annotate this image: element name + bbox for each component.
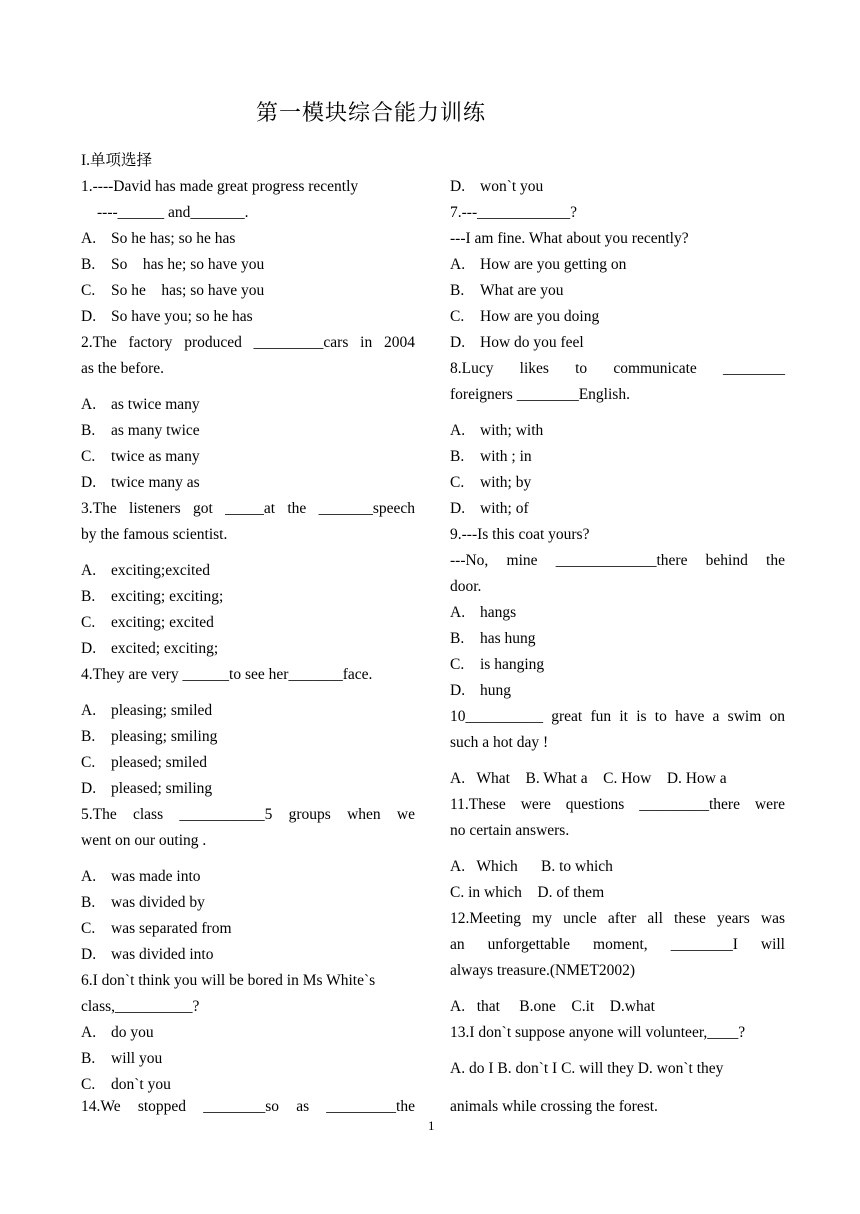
q1-option-b: B. So has he; so have you (81, 256, 265, 273)
q9-option-b: B. has hung (450, 630, 536, 647)
left-column (81, 148, 415, 1098)
q1-stem: 1.----David has made great progress recently (81, 178, 359, 195)
q4-option-d: D. pleased; smiling (81, 780, 213, 797)
page-title: 第一模块综合能力训练 (256, 100, 487, 125)
q8-option-b: B. with ; in (450, 448, 532, 465)
q3-option-b: B. exciting; exciting; (81, 588, 224, 605)
q7-stem: 7.---____________? (450, 204, 577, 221)
q3-option-d: D. excited; exciting; (81, 640, 219, 657)
q7-option-a: A. How are you getting on (450, 256, 627, 273)
q10-stem-cont: such a hot day ! (450, 734, 549, 751)
q4-option-c: C. pleased; smiled (81, 754, 207, 771)
q7-option-c: C. How are you doing (450, 308, 600, 325)
q2-option-d: D. twice many as (81, 474, 200, 491)
q5-option-a: A. was made into (81, 868, 201, 885)
q11-stem-cont: no certain answers. (450, 822, 570, 839)
q12-stem-cont-2: always treasure.(NMET2002) (450, 962, 636, 979)
q1-option-a: A. So he has; so he has (81, 230, 236, 247)
q8-stem: 8.Lucy likes to communicate ________ (450, 360, 785, 377)
q8-option-a: A. with; with (450, 422, 544, 439)
q4-option-a: A. pleasing; smiled (81, 702, 213, 719)
q6-stem: 6.I don`t think you will be bored in Ms White`s (81, 972, 376, 989)
q8-stem-cont: foreigners ________English. (450, 386, 630, 403)
q4-option-b: B. pleasing; smiling (81, 728, 218, 745)
q9-stem-cont: ---No, mine _____________there behind the (450, 552, 785, 569)
q5-stem-cont: went on our outing . (81, 832, 207, 849)
q14-stem-cont: animals while crossing the forest. (450, 1098, 658, 1115)
q10-options: A. What B. What a C. How D. How a (450, 770, 727, 787)
q3-stem: 3.The listeners got _____at the _______speech (81, 500, 415, 517)
q6-option-b: B. will you (81, 1050, 163, 1067)
q9-option-c: C. is hanging (450, 656, 545, 673)
right-column (450, 174, 785, 1082)
q11-stem: 11.These were questions _________there were (450, 796, 785, 813)
q11-options-ab: A. Which B. to which (450, 858, 613, 875)
q8-option-c: C. with; by (450, 474, 532, 491)
q14-stem: 14.We stopped ________so as _________the (81, 1098, 415, 1115)
section-heading: I.单项选择 (81, 152, 153, 169)
q13-options: A. do I B. don`t I C. will they D. won`t they (450, 1060, 724, 1077)
q11-options-cd: C. in which D. of them (450, 884, 605, 901)
q3-option-a: A. exciting;excited (81, 562, 210, 579)
q6-option-d: D. won`t you (450, 178, 544, 195)
q9-stem-cont-2: door. (450, 578, 482, 595)
q13-stem: 13.I don`t suppose anyone will volunteer,____? (450, 1024, 746, 1041)
q5-option-b: B. was divided by (81, 894, 205, 911)
q6-stem-cont: class,__________? (81, 998, 200, 1015)
q7-stem-cont: ---I am fine. What about you recently? (450, 230, 689, 247)
q9-option-a: A. hangs (450, 604, 517, 621)
q3-stem-cont: by the famous scientist. (81, 526, 228, 543)
q2-stem: 2.The factory produced _________cars in 2004 (81, 334, 415, 351)
q2-stem-cont: as the before. (81, 360, 165, 377)
q2-option-c: C. twice as many (81, 448, 200, 465)
q7-option-d: D. How do you feel (450, 334, 584, 351)
q9-option-d: D. hung (450, 682, 511, 699)
q3-option-c: C. exciting; excited (81, 614, 214, 631)
q6-option-a: A. do you (81, 1024, 154, 1041)
q7-option-b: B. What are you (450, 282, 564, 299)
q1-option-c: C. So he has; so have you (81, 282, 265, 299)
q5-option-d: D. was divided into (81, 946, 214, 963)
q6-option-c: C. don`t you (81, 1076, 171, 1093)
q5-option-c: C. was separated from (81, 920, 232, 937)
q5-stem: 5.The class ___________5 groups when we (81, 806, 415, 823)
q12-options: A. that B.one C.it D.what (450, 998, 655, 1015)
q1-stem-cont: ----______ and_______. (97, 204, 249, 221)
q10-stem: 10__________ great fun it is to have a swim on (450, 708, 785, 725)
q4-stem: 4.They are very ______to see her_______face. (81, 666, 373, 683)
q2-option-a: A. as twice many (81, 396, 200, 413)
q12-stem-cont: an unforgettable moment, ________I will (450, 936, 785, 953)
page-number: 1 (428, 1118, 435, 1133)
q1-option-d: D. So have you; so he has (81, 308, 253, 325)
q12-stem: 12.Meeting my uncle after all these years was (450, 910, 785, 927)
q8-option-d: D. with; of (450, 500, 529, 517)
q9-stem: 9.---Is this coat yours? (450, 526, 590, 543)
q2-option-b: B. as many twice (81, 422, 200, 439)
